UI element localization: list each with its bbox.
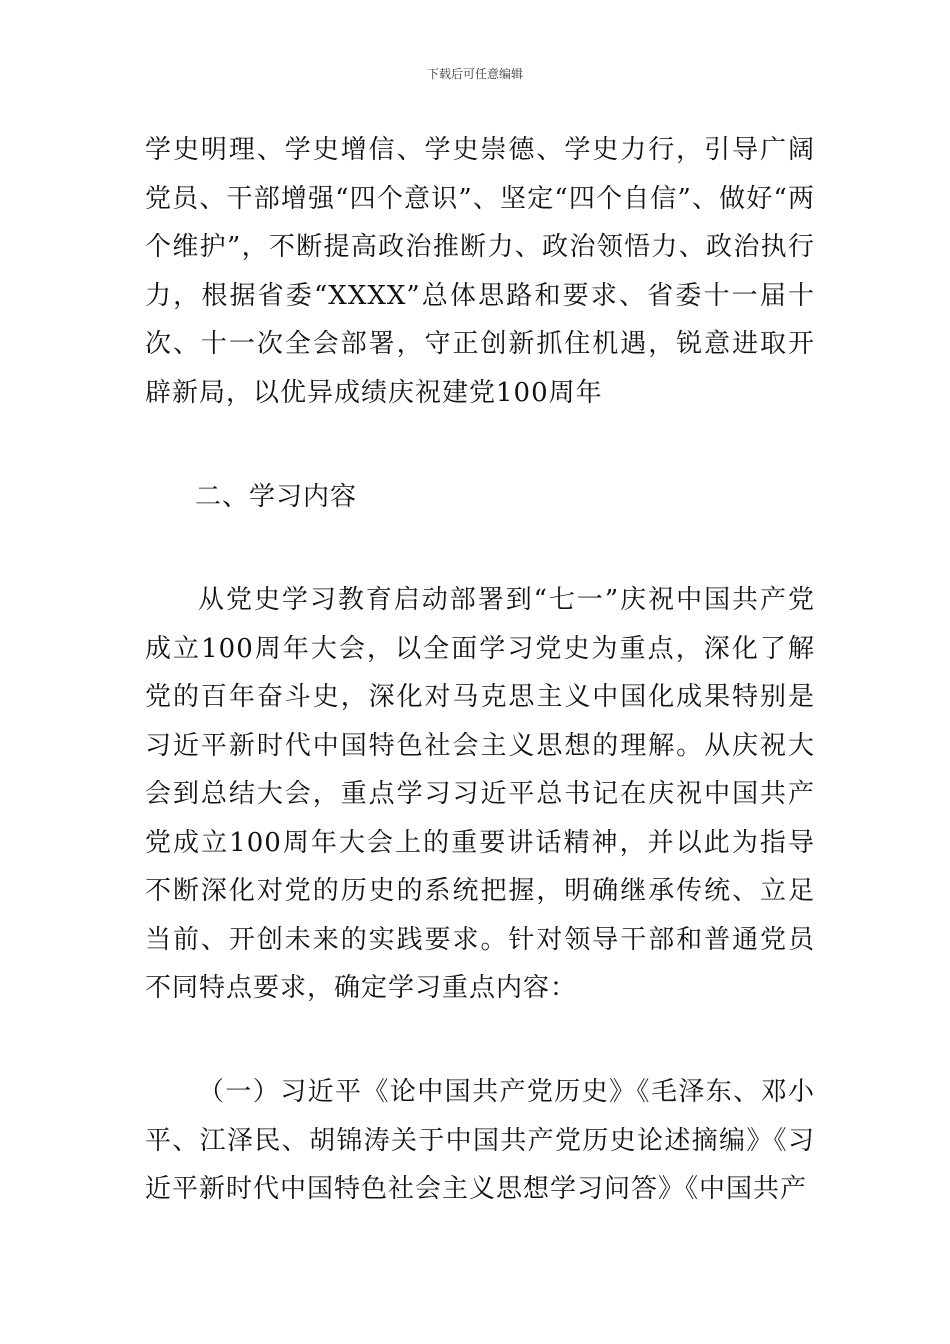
paragraph-item-one: （一）习近平《论中国共产党历史》《毛泽东、邓小平、江泽民、胡锦涛关于中国共产党历史论述摘编》《习近平新时代中国特色社会主义思想学习问答》《中国共产 bbox=[145, 1077, 815, 1204]
paragraph-study-content: 从党史学习教育启动部署到“七一”庆祝中国共产党成立100周年大会，以全面学习党史为重点，深化了解党的百年奋斗史，深化对马克思主义中国化成果特别是习近平新时代中国特色社会主义思想的理解。从庆祝大会到总结大会，重点学习习近平总书记在庆祝中国共产党成立100周年大会上的重要讲话精神，并以此为指导不断深化对党的历史的系统把握，明确继承传统、立足当前、开创未来的实践要求。针对领导干部和普通党员不同特点要求，确定学习重点内容： bbox=[145, 585, 815, 1003]
paragraph-intro-continued: 学史明理、学史增信、学史崇德、学史力行，引导广阔党员、干部增强“四个意识”、坚定“四个自信”、做好“两个维护”，不断提高政治推断力、政治领悟力、政治执行力，根据省委“XXXX”总体思路和要求、省委十一届十次、十一次全会部署，守正创新抓住机遇，锐意进取开辟新局，以优异成绩庆祝建党100周年 bbox=[145, 135, 815, 408]
page-header-note: 下载后可任意编辑 bbox=[426, 67, 523, 81]
section-heading-study-content: 二、学习内容 bbox=[195, 482, 358, 512]
